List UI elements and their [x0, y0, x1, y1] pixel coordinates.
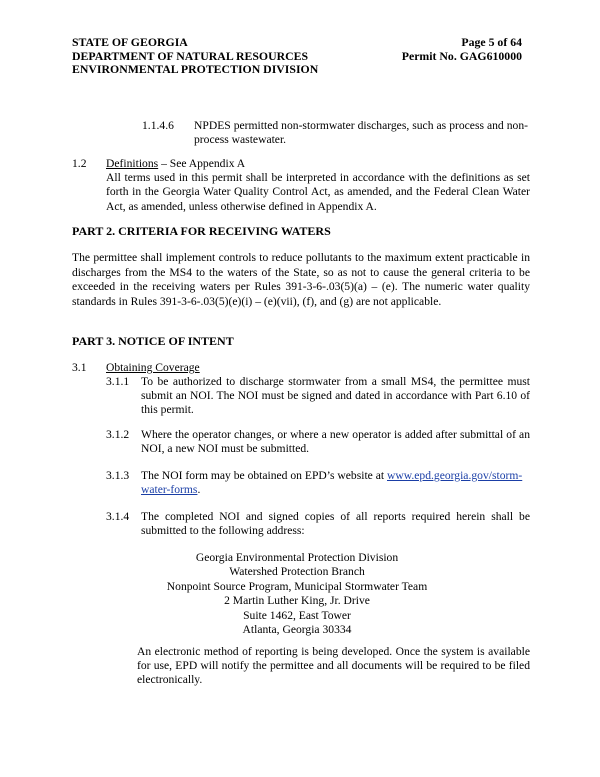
- definitions-title: Definitions: [106, 157, 159, 170]
- part2-heading: PART 2. CRITERIA FOR RECEIVING WATERS: [72, 224, 331, 238]
- item-3-1-3-text-after: .: [197, 483, 201, 496]
- section-number-3-1: 3.1: [72, 361, 87, 374]
- section-title-1-2: [106, 157, 245, 171]
- item-number-3-1-1: 3.1.1: [106, 375, 130, 388]
- permit-number: Permit No. GAG610000: [401, 48, 522, 63]
- header-line-department: DEPARTMENT OF NATURAL RESOURCES: [72, 48, 309, 63]
- epd-forms-link[interactable]: www.epd.georgia.gov/storm-water-forms: [141, 469, 523, 496]
- address-line: Suite 1462, East Tower: [243, 608, 351, 622]
- electronic-reporting-note: An electronic method of reporting is being developed. Once the system is available for use, EPD will notify the permittee and all documents will be required to be filed electronically.: [137, 645, 530, 686]
- item-number-3-1-4: 3.1.4: [106, 510, 130, 523]
- page-number: Page 5 of 64: [461, 35, 522, 49]
- section-title-3-1: Obtaining Coverage: [106, 361, 200, 374]
- item-text-3-1-4: The completed NOI and signed copies of all reports required herein shall be submitted to the following address:: [141, 510, 530, 537]
- address-line: Georgia Environmental Protection Division: [195, 551, 399, 564]
- address-line: Atlanta, Georgia 30334: [242, 623, 352, 637]
- item-text-3-1-1: To be authorized to discharge stormwater from a small MS4, the permittee must submit an NOI. The NOI must be signed and dated in accordance with Part 6.10 of this permit.: [141, 375, 530, 416]
- header-agency: [72, 36, 318, 77]
- part2-body: The permittee shall implement controls to reduce pollutants to the maximum extent practicable in discharges from the MS4 to the waters of the State, so as not to cause the general criteria to be exceeded in the receiving waters per Rules 391-3-6-.03(5)(a) – (e). The numeric water quality standards in Rules 391-3-6-.03(5)(e)(i) – (e)(vii), (f), and (g) are not applicable.: [72, 251, 530, 308]
- item-text-3-1-2: Where the operator changes, or where a new operator is added after submittal of an NOI, a new NOI must be submitted.: [141, 428, 530, 455]
- definitions-suffix: – See Appendix A: [158, 157, 246, 170]
- address-line: Nonpoint Source Program, Municipal Stormwater Team: [166, 579, 428, 593]
- item-number-3-1-3: 3.1.3: [106, 469, 130, 482]
- section-number-1-2: 1.2: [72, 157, 87, 170]
- item-number-3-1-2: 3.1.2: [106, 428, 130, 441]
- item-text-3-1-3: [141, 469, 531, 497]
- header-page-info: [372, 36, 522, 63]
- item-3-1-3-text-before: The NOI form may be obtained on EPD’s website at: [141, 469, 387, 482]
- definitions-body: All terms used in this permit shall be interpreted in accordance with the definitions as set forth in the Georgia Water Quality Control Act, as amended, and the Federal Clean Water Act, as amended, unless otherwise defined in Appendix A.: [106, 171, 530, 213]
- address-line: 2 Martin Luther King, Jr. Drive: [224, 594, 370, 608]
- header-line-division: ENVIRONMENTAL PROTECTION DIVISION: [72, 62, 319, 76]
- address-line: Watershed Protection Branch: [229, 565, 365, 579]
- header-line-state: STATE OF GEORGIA: [72, 35, 188, 49]
- part3-heading: PART 3. NOTICE OF INTENT: [72, 334, 234, 348]
- item-text-1-1-4-6: NPDES permitted non-stormwater discharges, such as process and non-process wastewater.: [194, 119, 528, 146]
- mailing-address: [137, 551, 457, 637]
- item-number-1-1-4-6: 1.1.4.6: [142, 119, 174, 132]
